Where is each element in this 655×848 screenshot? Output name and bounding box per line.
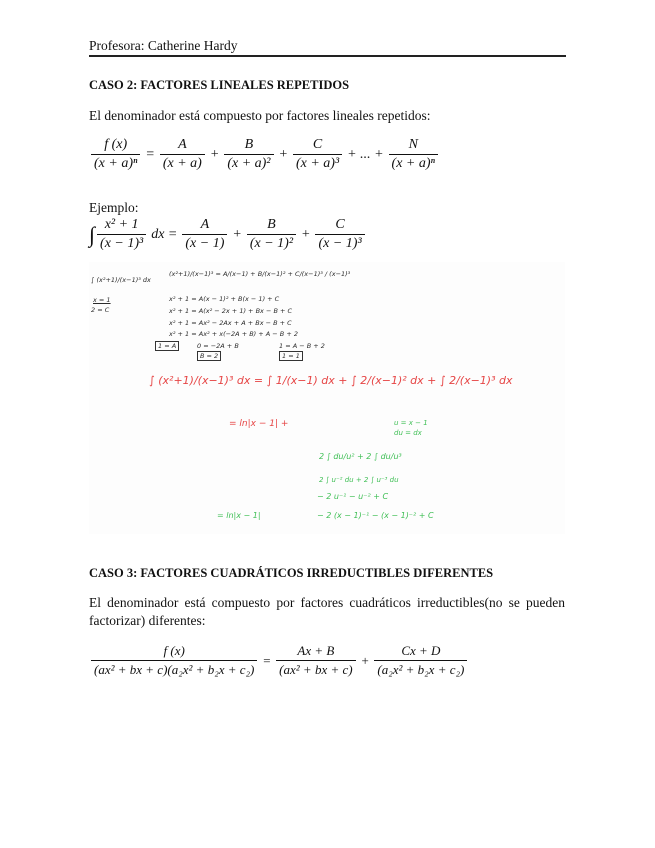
example-label: Ejemplo: [89, 200, 139, 215]
t2-den: (x + a)² [224, 154, 273, 172]
case3-formula: $\frac{f (x)}{\text{(ax² + bx + c)(a₂x² + b₂x + c₂)}}$ = $\frac{Ax + B}{\text{(ax² + bx + c)}}$ + $\frac{Cx + D}{\text{(a₂x² + b₂x + c₂)}}$ [89, 643, 469, 678]
t1-num: A [178, 137, 187, 152]
t1-den: (x + a) [160, 154, 205, 172]
c3-t1-num: Ax + B [297, 643, 335, 658]
hw-black-5: x² + 1 = Ax² + x(−2A + B) + A − B + 2 [169, 330, 298, 338]
hw-green-4: 2 ∫ u⁻² du + 2 ∫ u⁻³ du [319, 476, 399, 484]
hw-box-1: 1 = A [155, 341, 179, 351]
hw-green-u: u = x − 1 [394, 419, 428, 427]
hw-left-1: ∫ (x²+1)/(x−1)³ dx [91, 276, 151, 284]
tn-den: (x + a)ⁿ [389, 154, 438, 172]
ex-t3-den: (x − 1)³ [315, 234, 364, 252]
ex-t3-num: C [335, 217, 345, 232]
integral-sign: ∫ [89, 221, 96, 247]
hw-black-4: x² + 1 = Ax² − 2Ax + A + Bx − B + C [169, 319, 292, 327]
hw-green-6: = ln|x − 1| [217, 511, 261, 520]
hw-black-3: x² + 1 = A(x² − 2x + 1) + Bx − B + C [169, 307, 293, 315]
ex-t2-den: (x − 1)² [247, 234, 296, 252]
hw-left-2: x = 1 [93, 296, 111, 304]
c3-t2-den: (a₂x² + b₂x + c₂) [374, 660, 467, 678]
ex-dx: dx = [151, 226, 178, 242]
case3-description: El denominador está compuesto por factores cuadráticos irreductibles(no se pueden factorizar) diferentes: [89, 595, 565, 628]
hw-black-2: x² + 1 = A(x − 1)² + B(x − 1) + C [169, 295, 280, 303]
hw-black-6: 0 = −2A + B [197, 342, 239, 350]
page-header: Profesora: Catherine Hardy [89, 38, 238, 53]
c3-f-num: f (x) [163, 643, 185, 658]
c3-t2-num: Cx + D [401, 643, 441, 658]
f-num: f (x) [104, 137, 128, 152]
header-rule [89, 55, 566, 57]
hw-green-7: − 2 (x − 1)⁻¹ − (x − 1)⁻² + C [317, 511, 434, 520]
ex-t1-den: (x − 1) [182, 234, 227, 252]
hw-left-3: 2 = C [91, 306, 110, 314]
hw-green-du: du = dx [394, 429, 422, 437]
hw-box-2: B = 2 [197, 351, 221, 361]
case3-title: CASO 3: FACTORES CUADRÁTICOS IRREDUCTIBLES DIFERENTES [89, 566, 494, 580]
hw-green-5: − 2 u⁻¹ − u⁻² + C [317, 492, 389, 501]
tn-num: N [408, 137, 418, 152]
hw-green-3: 2 ∫ du/u² + 2 ∫ du/u³ [319, 452, 402, 461]
ex-num: x² + 1 [104, 217, 139, 232]
dots: + ... + [347, 146, 384, 162]
t3-den: (x + a)³ [293, 154, 342, 172]
handwritten-notes [89, 262, 565, 534]
c3-f-den: (ax² + bx + c)(a₂x² + b₂x + c₂) [91, 660, 257, 678]
t2-num: B [244, 137, 254, 152]
ex-t2-num: B [267, 217, 276, 232]
hw-red-integral: ∫ (x²+1)/(x−1)³ dx = ∫ 1/(x−1) dx + ∫ 2/(x−1)² dx + ∫ 2/(x−1)³ dx [149, 374, 513, 387]
case2-formula: $\frac{f (x)}{\text{(x + a)ⁿ}}$ = $\frac{A}{(x + a)}$ + $\frac{B}{\text{(x + a)²}}$ + $\frac{C}{\text{(x + a)³}}$ + ... + $\frac{N}{\text{(x + a)ⁿ}}$ [89, 137, 440, 172]
example-formula: ∫ $\frac{\text{x² + 1}}{\text{(x − 1)³}}$ dx = $\frac{A}{(x - 1)}$ + $\frac{B}{\text{(x − 1)²}}$ + $\frac{C}{\text{(x − 1)³}}$ [89, 217, 367, 252]
hw-black-1: (x²+1)/(x−1)³ = A/(x−1) + B/(x−1)² + C/(x−1)³ / (x−1)³ [169, 270, 351, 278]
hw-black-7: 1 = A − B + 2 [279, 342, 325, 350]
ex-t1-num: A [200, 217, 210, 232]
hw-box-3: 1 = 1 [279, 351, 303, 361]
case2-description: El denominador está compuesto por factores lineales repetidos: [89, 108, 431, 123]
t3-num: C [312, 137, 323, 152]
c3-t1-den: (ax² + bx + c) [276, 660, 355, 678]
f-den: (x + a)ⁿ [91, 154, 140, 172]
case2-title: CASO 2: FACTORES LINEALES REPETIDOS [89, 78, 350, 92]
ex-den: (x − 1)³ [97, 234, 146, 252]
hw-red-result: = ln|x − 1| + [229, 419, 289, 429]
